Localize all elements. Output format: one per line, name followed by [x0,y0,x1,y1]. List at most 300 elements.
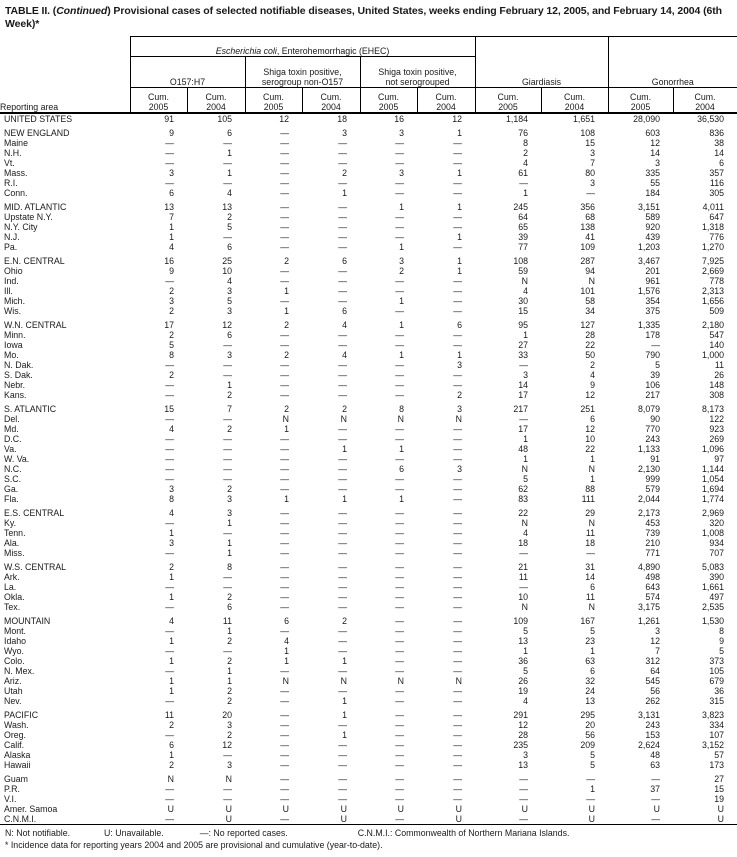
value-cell: — [453,508,463,519]
value-cell: 2 [457,390,463,401]
value-cell: 1 [227,148,232,159]
value-cell: 1 [227,666,232,677]
table-row [0,178,737,188]
value-cell: 29 [585,508,596,519]
value-cell: 16 [394,114,404,125]
table-row [0,804,737,814]
value-cell: 1,694 [702,484,725,495]
value-cell: — [280,370,289,381]
value-cell: — [165,464,174,475]
value-cell: — [475,814,541,825]
value-cell: 9 [719,636,725,647]
row-label-cell: Calif. [4,740,25,751]
value-cell: N [588,276,596,287]
non-o157-subgroup-header [245,57,360,88]
value-cell: 4 [169,508,174,519]
value-cell: — [395,686,404,697]
table-row [0,390,737,400]
value-cell: 3 [227,286,232,297]
value-cell: 2,313 [702,286,725,297]
table-row [0,494,737,504]
value-cell: 1 [284,656,289,667]
value-cell: 8,173 [702,404,725,415]
value-cell: — [280,760,289,771]
legend-not-notifiable: N: Not notifiable. [5,828,71,839]
value-cell: — [395,380,404,391]
value-cell: N [340,414,347,425]
value-cell: — [223,794,232,805]
legend-unavailable: U: Unavailable. [104,828,164,839]
value-cell: — [338,434,347,445]
value-cell: U [717,804,725,815]
value-cell: 13 [518,760,529,771]
table-row [0,582,737,592]
value-cell: — [453,636,463,647]
value-cell: — [395,696,404,707]
value-cell: — [280,138,289,149]
value-cell: — [165,730,174,741]
value-cell: 3 [169,538,174,549]
value-cell: — [453,286,463,297]
value-cell: 138 [580,222,596,233]
value-cell: — [453,494,463,505]
value-cell: 1 [590,474,596,485]
table-row [0,602,737,612]
value-cell: — [453,370,463,381]
value-cell: — [165,434,174,445]
value-cell: U [653,804,661,815]
value-cell: — [338,380,347,391]
row-label-cell: Mich. [4,296,26,307]
value-cell: U [521,804,529,815]
value-cell: — [280,158,289,169]
value-cell: 1 [342,494,347,505]
value-cell: — [453,794,463,805]
footnote-legend [5,828,732,839]
table-row [0,528,737,538]
value-cell: — [338,454,347,465]
value-cell: 439 [645,232,661,243]
value-cell: — [395,222,404,233]
value-cell: — [223,582,232,593]
value-cell: 5 [655,360,661,371]
value-cell: — [280,340,289,351]
value-cell: 1,096 [702,444,725,455]
value-cell: 63 [585,656,596,667]
value-cell: 1 [399,320,404,331]
value-cell: 3,823 [702,710,725,721]
value-cell: 3 [399,256,404,267]
value-cell: — [395,306,404,317]
value-cell: — [453,592,463,603]
value-cell: 6 [399,464,404,475]
table-row [0,626,737,636]
row-label-cell: Nebr. [4,380,26,391]
value-cell: 2 [342,404,347,415]
table-row [0,474,737,484]
value-cell: N [397,414,404,425]
value-cell: 1 [590,784,596,795]
value-cell: — [165,138,174,149]
value-cell: 1 [169,592,174,603]
table-row [0,562,737,572]
value-cell: N [588,602,596,613]
value-cell: — [453,616,463,627]
row-label-cell: MID. ATLANTIC [4,202,67,213]
row-label-cell: Minn. [4,330,26,341]
value-cell: 122 [709,414,725,425]
value-cell: 10 [585,434,596,445]
value-cell: — [338,646,347,657]
value-cell: — [223,528,232,539]
value-cell: 18 [585,538,596,549]
non-o157-line2: serogroup non-O157 [261,77,344,88]
value-cell: 2 [399,266,404,277]
value-cell: 1 [523,434,529,445]
row-label-cell: N. Mex. [4,666,35,677]
value-cell: 547 [709,330,725,341]
value-cell: 2 [227,730,232,741]
value-cell: 127 [580,320,596,331]
row-label-cell: C.N.M.I. [0,814,130,825]
table-row [0,128,737,138]
row-label-cell: MOUNTAIN [4,616,51,627]
value-cell: 9 [169,128,174,139]
value-cell: 1 [169,656,174,667]
value-cell: 291 [513,710,529,721]
value-cell: 3 [590,178,596,189]
value-cell: 13 [518,636,529,647]
value-cell: — [453,686,463,697]
value-cell: 23 [585,636,596,647]
value-cell: N [282,414,289,425]
table-row [0,222,737,232]
row-label-cell: W.S. CENTRAL [4,562,67,573]
value-cell: — [519,794,529,805]
value-cell: 19 [714,794,725,805]
value-cell: — [338,626,347,637]
value-cell: 210 [645,538,661,549]
value-cell: 1 [342,444,347,455]
table-row [0,138,737,148]
value-cell: 1 [169,572,174,583]
non-o157-line1: Shiga toxin positive, [263,67,342,78]
row-label-cell: Nev. [4,696,22,707]
value-cell: — [280,794,289,805]
value-cell: 1 [169,232,174,243]
row-label-cell: E.S. CENTRAL [4,508,65,519]
value-cell: — [395,330,404,341]
value-cell: — [338,286,347,297]
value-cell: — [280,266,289,277]
value-cell: — [338,296,347,307]
value-cell: 2,044 [638,494,661,505]
value-cell: — [453,602,463,613]
value-cell: — [395,760,404,771]
value-cell: — [223,232,232,243]
value-cell: 245 [513,202,529,213]
value-cell: — [453,138,463,149]
ehec-group-header [130,37,475,57]
value-cell: 1 [399,202,404,213]
row-label-cell: Amer. Samoa [4,804,58,815]
value-cell: 140 [709,340,725,351]
value-cell: 3 [457,360,463,371]
value-cell: 1,656 [702,296,725,307]
value-cell: — [338,266,347,277]
value-cell: 3 [169,296,174,307]
value-cell: 776 [709,232,725,243]
value-cell: 262 [645,696,661,707]
value-cell: 308 [709,390,725,401]
value-cell: — [395,538,404,549]
value-cell: — [280,750,289,761]
value-cell: 1 [457,232,463,243]
value-cell: — [280,774,289,785]
row-label-cell: Md. [4,424,19,435]
value-cell: U [417,814,475,825]
value-cell: 8 [523,138,529,149]
value-cell: U [397,804,404,815]
value-cell: 14 [650,148,661,159]
value-cell: — [280,582,289,593]
col-header-notsero-2005: Cum. 2005 [360,88,417,114]
value-cell: — [395,562,404,573]
value-cell: — [338,760,347,771]
value-cell: 1 [457,202,463,213]
value-cell: 7,925 [702,256,725,267]
value-cell: 1 [342,656,347,667]
value-cell: — [338,518,347,529]
value-cell: — [245,814,302,825]
value-cell: — [453,626,463,637]
value-cell: 61 [518,168,529,179]
row-label-cell: Miss. [4,548,25,559]
value-cell: — [280,212,289,223]
value-cell: — [395,528,404,539]
value-cell: U [167,804,174,815]
table-row [0,296,737,306]
value-cell: — [338,636,347,647]
ehec-group-rest: , Enterohemorrhagic (EHEC) [276,46,390,57]
row-label-cell: W.N. CENTRAL [4,320,67,331]
value-cell: 14 [518,380,529,391]
value-cell: 217 [513,404,529,415]
value-cell: — [338,232,347,243]
value-cell: 1,054 [702,474,725,485]
value-cell: — [395,602,404,613]
value-cell: — [280,202,289,213]
value-cell: — [280,484,289,495]
value-cell: — [453,582,463,593]
value-cell: — [280,740,289,751]
value-cell: — [586,188,596,199]
value-cell: — [453,296,463,307]
value-cell: — [280,360,289,371]
value-cell: — [338,720,347,731]
value-cell: 4 [227,276,232,287]
row-label-cell: Ind. [4,276,19,287]
value-cell: 39 [518,232,529,243]
value-cell: 6 [719,158,725,169]
table-row [0,232,737,242]
value-cell: — [453,784,463,795]
footnotes [0,825,737,851]
table-row [0,548,737,558]
table-row [0,113,737,124]
value-cell: 15 [164,404,174,415]
value-cell: 836 [709,128,725,139]
value-cell: — [360,814,417,825]
value-cell: 579 [645,484,661,495]
value-cell: — [165,666,174,677]
value-cell: — [165,444,174,455]
value-cell: — [280,784,289,795]
value-cell: 3,175 [638,602,661,613]
value-cell: 2 [227,484,232,495]
value-cell: 12 [518,720,529,731]
value-cell: 4 [342,320,347,331]
value-cell: — [453,434,463,445]
not-serogrouped-line1: Shiga toxin positive, [378,67,457,78]
value-cell: — [453,276,463,287]
value-cell: 4 [523,528,529,539]
value-cell: — [453,444,463,455]
value-cell: — [453,528,463,539]
value-cell: 109 [580,242,596,253]
value-cell: — [338,602,347,613]
value-cell: 6 [457,320,463,331]
value-cell: 4 [227,188,232,199]
value-cell: — [395,484,404,495]
value-cell: — [395,424,404,435]
value-cell: 5 [590,760,596,771]
value-cell: — [338,666,347,677]
value-cell: — [223,178,232,189]
value-cell: 312 [645,656,661,667]
value-cell: — [280,188,289,199]
value-cell: — [395,454,404,465]
value-cell: — [453,212,463,223]
value-cell: 2,669 [702,266,725,277]
value-cell: 6 [590,666,596,677]
value-cell: 961 [645,276,661,287]
value-cell: 24 [585,686,596,697]
row-label-cell: Ala. [4,538,20,549]
value-cell: 5 [523,666,529,677]
value-cell: — [338,582,347,593]
value-cell: — [453,760,463,771]
value-cell: — [280,508,289,519]
value-cell: — [395,636,404,647]
value-cell: 11 [164,710,174,721]
value-cell: 62 [518,484,529,495]
value-cell: — [395,666,404,677]
value-cell: 6 [169,740,174,751]
value-cell: 295 [580,710,596,721]
gonorrhea-group-header: Gonorrhea [608,37,737,88]
value-cell: 6 [227,242,232,253]
value-cell: 6 [227,602,232,613]
value-cell: — [165,474,174,485]
value-cell: 201 [645,266,661,277]
value-cell: — [338,464,347,475]
value-cell: 3 [399,128,404,139]
value-cell: 37 [650,784,661,795]
value-cell: 4 [523,286,529,297]
value-cell: — [395,582,404,593]
value-cell: — [395,232,404,243]
row-label-cell: N.Y. City [4,222,38,233]
col-header-gonorrhea-2004: Cum. 2004 [673,88,737,114]
value-cell: 3 [457,404,463,415]
value-cell: — [165,178,174,189]
table-row [0,696,737,706]
value-cell: 65 [518,222,529,233]
value-cell: — [223,454,232,465]
table-row [0,168,737,178]
legend-cnmi: C.N.M.I.: Commonwealth of Northern Mariana Islands. [357,828,570,839]
row-label-cell: Mo. [4,350,19,361]
value-cell: 5 [590,750,596,761]
value-cell: 22 [585,340,596,351]
value-cell: 13 [222,202,232,213]
value-cell: 739 [645,528,661,539]
value-cell: 1 [399,242,404,253]
value-cell: 101 [580,286,596,297]
row-label-cell: Alaska [4,750,31,761]
value-cell: — [223,646,232,657]
value-cell: 63 [650,760,661,771]
value-cell: 97 [714,454,725,465]
value-cell: 1 [590,646,596,657]
value-cell: N [588,464,596,475]
value-cell: 8,079 [638,404,661,415]
value-cell: — [519,360,529,371]
col-header-gonorrhea-2005: Cum. 2005 [608,88,673,114]
value-cell: 36 [714,686,725,697]
value-cell: 1,184 [506,114,529,125]
value-cell: — [453,538,463,549]
value-cell: — [453,380,463,391]
value-cell: — [395,340,404,351]
value-cell: 2 [169,562,174,573]
value-cell: 1,203 [638,242,661,253]
value-cell: 4,011 [702,202,725,213]
row-label-cell: Maine [4,138,28,149]
value-cell: 3 [227,306,232,317]
row-label-cell: Upstate N.Y. [4,212,53,223]
value-cell: 1 [342,696,347,707]
value-cell: 12 [650,138,661,149]
value-cell: — [338,202,347,213]
table-row [0,256,737,266]
value-cell: 1 [399,494,404,505]
value-cell: 1 [284,286,289,297]
value-cell: 28,090 [633,114,661,125]
value-cell: — [338,330,347,341]
value-cell: 27 [714,774,725,785]
table-title-prefix: TABLE II. ( [5,5,57,17]
value-cell: — [453,774,463,785]
value-cell: 7 [169,212,174,223]
value-cell: — [395,138,404,149]
value-cell: 4 [169,424,174,435]
row-label-cell: Hawaii [4,760,31,771]
value-cell: 8 [399,404,404,415]
value-cell: 19 [518,686,529,697]
value-cell: 2 [169,306,174,317]
